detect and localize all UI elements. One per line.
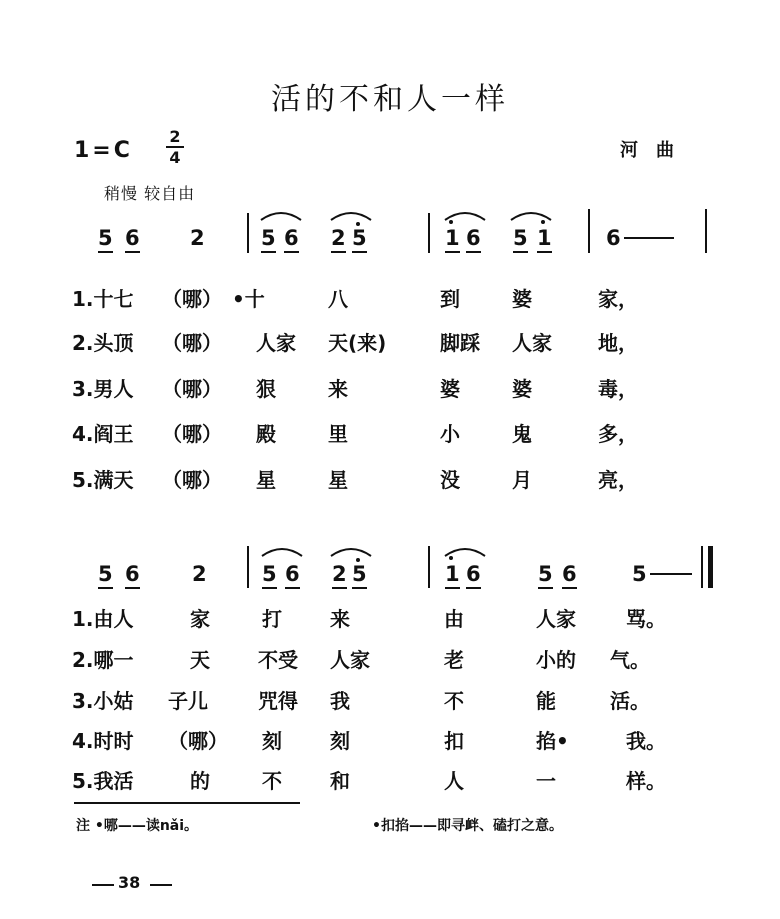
note: 5 [632,562,647,586]
note: 6 [466,226,481,253]
lyric: 2.哪一 [72,648,134,672]
slur [258,208,304,222]
lyric: 3.小姑 [72,689,134,713]
lyric: 气。 [610,648,650,672]
lyric: 2.头顶 [72,331,134,355]
note: 5 [352,226,367,253]
lyric: 地， [598,331,638,355]
lyric: 人家 [256,331,296,355]
tempo-marking: 稍慢 较自由 [104,184,196,203]
footnote-left: 注 •哪——读nǎi。 [76,818,199,834]
note: 5 [98,562,113,589]
note: 1 [537,226,552,253]
lyric: （哪） [162,422,222,446]
lyric: 人 [444,769,464,793]
lyric: 不 [444,689,464,713]
page-number-dash [92,884,114,886]
barline [701,546,703,588]
high-dot [356,222,360,226]
meter-bottom: 4 [169,148,181,167]
note: 5 [261,226,276,253]
footnote-right: •扣掐——即寻衅、磕打之意。 [372,818,563,834]
barline [428,546,430,588]
note: 5 [538,562,553,589]
lyric: 打 [262,607,282,631]
lyric: 1.十七 [72,287,134,311]
lyric: 子儿 [168,689,208,713]
lyric: 我 [330,689,350,713]
lyric: 多， [598,422,638,446]
final-barline [708,546,713,588]
song-origin: 河曲 [620,140,692,161]
lyric: （哪） [162,331,222,355]
slur [259,544,305,558]
lyric: 扣 [444,729,464,753]
lyric: 亮， [598,468,638,492]
lyric: 家 [190,607,210,631]
lyric: 婆 [512,287,532,311]
meter-top: 2 [169,127,181,146]
slur [508,208,554,222]
note: 2 [192,562,207,586]
note: 6 [284,226,299,253]
barline [705,209,707,253]
lyric: 活。 [610,689,650,713]
barline [247,213,249,253]
note: 5 [352,562,367,589]
barline [588,209,590,253]
lyric: 由 [444,607,464,631]
lyric: 八 [328,287,348,311]
lyric: 没 [440,468,460,492]
note: 2 [332,562,347,589]
lyric: 4.阎王 [72,422,134,446]
page-title: 活的不和人一样 [271,82,509,117]
lyric: 来 [328,377,348,401]
lyric: 人家 [536,607,576,631]
lyric: •十 [232,287,265,311]
lyric: 天 [190,648,210,672]
lyric: 咒得 [258,689,298,713]
lyric: 天(来) [328,331,387,355]
lyric: 一 [536,769,556,793]
lyric: 的 [190,769,210,793]
lyric: 毒， [598,377,638,401]
lyric: 狠 [256,377,276,401]
lyric: 家， [598,287,638,311]
page-number-dash [150,884,172,886]
slur [328,544,374,558]
lyric: （哪） [162,287,222,311]
lyric: 我。 [626,729,666,753]
note: 6 [562,562,577,589]
lyric: 不 [262,769,282,793]
key-signature: 1=C [74,138,133,163]
note: 5 [513,226,528,253]
lyric: 婆 [512,377,532,401]
lyric: 小的 [536,648,576,672]
lyric: 殿 [256,422,276,446]
lyric: 人家 [330,648,370,672]
time-signature [166,128,184,166]
footnote-rule [74,802,300,804]
lyric: （哪） [168,729,228,753]
note: 5 [262,562,277,589]
note: 2 [190,226,205,250]
lyric: 老 [444,648,464,672]
note: 6 [606,226,621,250]
lyric: 刻 [330,729,350,753]
lyric: 骂。 [626,607,666,631]
lyric: 来 [330,607,350,631]
note: 6 [466,562,481,589]
lyric: 月 [512,468,532,492]
duration-dash [650,573,692,575]
lyric: 小 [440,422,460,446]
lyric: 里 [328,422,348,446]
lyric: 不受 [258,648,298,672]
lyric: 脚踩 [440,331,480,355]
lyric: 鬼 [512,422,532,446]
note: 6 [125,226,140,253]
barline [428,213,430,253]
lyric: 和 [330,769,350,793]
note: 2 [331,226,346,253]
note: 5 [98,226,113,253]
high-dot [449,220,453,224]
lyric: 星 [256,468,276,492]
page-number: 38 [118,873,141,892]
lyric: 婆 [440,377,460,401]
note: 1 [445,562,460,589]
lyric: 5.满天 [72,468,134,492]
high-dot [356,558,360,562]
note: 1 [445,226,460,253]
high-dot [449,556,453,560]
lyric: 样。 [626,769,666,793]
lyric: 1.由人 [72,607,134,631]
high-dot [541,220,545,224]
note: 6 [125,562,140,589]
barline [247,546,249,588]
slur [328,208,374,222]
lyric: （哪） [162,377,222,401]
lyric: （哪） [162,468,222,492]
lyric: 星 [328,468,348,492]
lyric: 4.时时 [72,729,134,753]
lyric: 掐• [536,729,569,753]
lyric: 人家 [512,331,552,355]
lyric: 3.男人 [72,377,134,401]
lyric: 能 [536,689,556,713]
lyric: 刻 [262,729,282,753]
duration-dash [624,237,674,239]
note: 6 [285,562,300,589]
lyric: 5.我活 [72,769,134,793]
lyric: 到 [440,287,460,311]
